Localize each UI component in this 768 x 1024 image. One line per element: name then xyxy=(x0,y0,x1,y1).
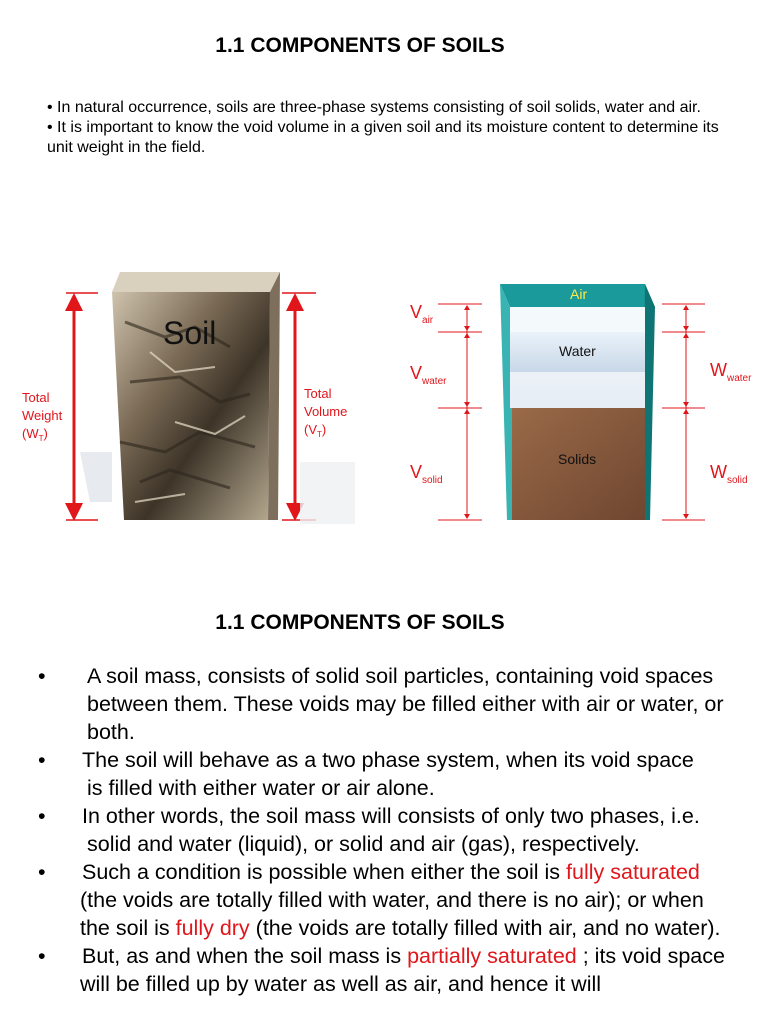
v-air-label: $V_{air}$ xyxy=(410,302,434,326)
bullet-5-part-a: But, as and when the soil mass is xyxy=(82,944,408,968)
bullet-dot: • xyxy=(38,944,46,968)
list-item xyxy=(0,802,768,858)
partially-saturated-term: partially saturated xyxy=(407,944,577,968)
bullet-dot: • xyxy=(38,804,46,828)
soil-block xyxy=(112,272,280,520)
intro-point-1: • In natural occurrence, soils are three-phase systems consisting of soil solids, water and air. xyxy=(47,99,701,116)
total-weight-label: Total Weight $(W_T)$ xyxy=(22,390,63,443)
bullet-text-1: A soil mass, consists of solid soil particles, containing void spaces between them. These voids may be filled either with air or water, or both. xyxy=(87,664,724,744)
w-water-label: $W_{water}$ xyxy=(710,360,752,384)
fully-saturated-term: fully saturated xyxy=(566,860,700,884)
list-item xyxy=(0,746,768,802)
bullet-dot: • xyxy=(38,860,46,884)
bullet-4-part-a: Such a condition is possible when either the soil is xyxy=(82,860,567,884)
list-item xyxy=(0,858,768,942)
bullet-5-part-b: ; its void space will be filled up by water as well as air, and hence it will xyxy=(80,944,725,996)
v-solid-label: $V_{solid}$ xyxy=(410,462,443,486)
bullet-text-5 xyxy=(0,942,768,998)
intro-point-2: • It is important to know the void volume in a given soil and its moisture content to determine its unit weight in the field. xyxy=(47,119,719,156)
soil-label: Soil xyxy=(163,315,217,351)
bullet-text-3: In other words, the soil mass will consists of only two phases, i.e. solid and water (liquid), or solid and air (gas), respectively. xyxy=(82,804,700,856)
w-solid-label: $W_{solid}$ xyxy=(710,462,748,486)
total-volume-label: Total Volume $(V_T)$ xyxy=(304,386,348,439)
bullet-text-2: The soil will behave as a two phase system, when its void space is filled with either water or air alone. xyxy=(82,748,694,800)
bullet-4-part-b: (the voids are totally filled with water, and there is no air); or when the soil is xyxy=(80,888,704,940)
bullet-dot: • xyxy=(38,748,46,772)
bullet-list xyxy=(0,662,768,998)
v-water-label: $V_{water}$ xyxy=(410,363,447,387)
air-label: Air xyxy=(570,286,588,302)
page-title-top: 1.1 COMPONENTS OF SOILS xyxy=(215,34,505,57)
bullet-4-part-c: (the voids are totally filled with air, and no water). xyxy=(249,916,721,940)
solids-label: Solids xyxy=(558,451,597,467)
fully-dry-term: fully dry xyxy=(175,916,250,940)
list-item xyxy=(0,662,768,746)
phase-container xyxy=(500,284,655,520)
soil-phase-diagram xyxy=(0,262,768,532)
bullet-text-4 xyxy=(0,858,768,942)
page-title-bottom: 1.1 COMPONENTS OF SOILS xyxy=(215,611,505,634)
list-item xyxy=(0,942,768,998)
bullet-dot: • xyxy=(38,664,46,688)
intro-text xyxy=(47,98,747,158)
water-label: Water xyxy=(559,343,596,359)
